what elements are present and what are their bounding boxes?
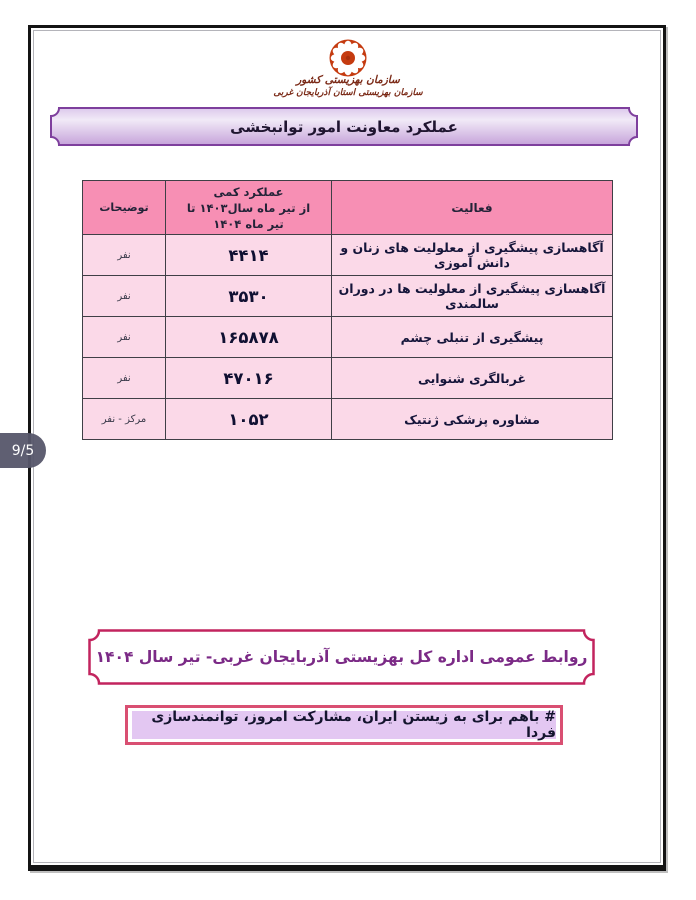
table-row: [83, 276, 613, 317]
value-cell: ۱۶۵۸۷۸: [166, 317, 332, 358]
activity-cell: آگاهسازی پیشگیری از معلولیت های زنان و دانش آموزی: [332, 235, 613, 276]
value-cell: ۴۷۰۱۶: [166, 358, 332, 399]
table-row: [83, 235, 613, 276]
hashtag-highlight: [132, 711, 556, 739]
org-name-province: سازمان بهزیستی استان آذربایجان غربی: [273, 88, 423, 98]
value-cell: ۱۰۵۲: [166, 399, 332, 440]
activity-cell: پیشگیری از تنبلی چشم: [332, 317, 613, 358]
hashtag-text: # باهم برای به زیستن ایران، مشارکت امروز، توانمندسازی فردا: [151, 709, 556, 741]
activity-cell: غربالگری شنوایی: [332, 358, 613, 399]
title-banner: [50, 107, 638, 146]
performance-table: [82, 180, 613, 440]
header-notes-label: توضیحات: [99, 201, 149, 214]
notes-cell: نفر: [83, 276, 166, 317]
sunflower-logo-icon: [327, 38, 369, 78]
notes-cell: نفر: [83, 235, 166, 276]
table-row: [83, 399, 613, 440]
header-notes: [83, 181, 166, 235]
table-row: [83, 358, 613, 399]
notes-cell: مرکز - نفر: [83, 399, 166, 440]
activity-cell: آگاهسازی پیشگیری از معلولیت ها در دوران سالمندی: [332, 276, 613, 317]
org-name-country: سازمان بهزیستی کشور: [296, 74, 400, 86]
header-quantity-line3: تیر ماه ۱۴۰۴: [213, 216, 284, 231]
table-header-row: [83, 181, 613, 235]
table-row: [83, 317, 613, 358]
header-quantity: [166, 181, 332, 235]
value-cell: ۴۴۱۴: [166, 235, 332, 276]
value-cell: ۳۵۳۰: [166, 276, 332, 317]
hashtag-banner: [125, 705, 563, 745]
credit-text: روابط عمومی اداره کل بهزیستی آذربایجان غربی- تیر سال ۱۴۰۴: [95, 648, 588, 666]
notes-cell: نفر: [83, 317, 166, 358]
header-quantity-line1: عملکرد کمی: [213, 184, 284, 199]
activity-cell: مشاوره پزشکی ژنتیک: [332, 399, 613, 440]
header-quantity-line2: از تیر ماه سال۱۴۰۳ تا: [186, 200, 311, 215]
album-page-badge: 9/5: [0, 433, 46, 468]
credit-banner: [88, 629, 595, 685]
page-title: عملکرد معاونت امور توانبخشی: [230, 117, 458, 136]
header-activity: [332, 181, 613, 235]
notes-cell: نفر: [83, 358, 166, 399]
header-activity-label: فعالیت: [451, 200, 493, 215]
